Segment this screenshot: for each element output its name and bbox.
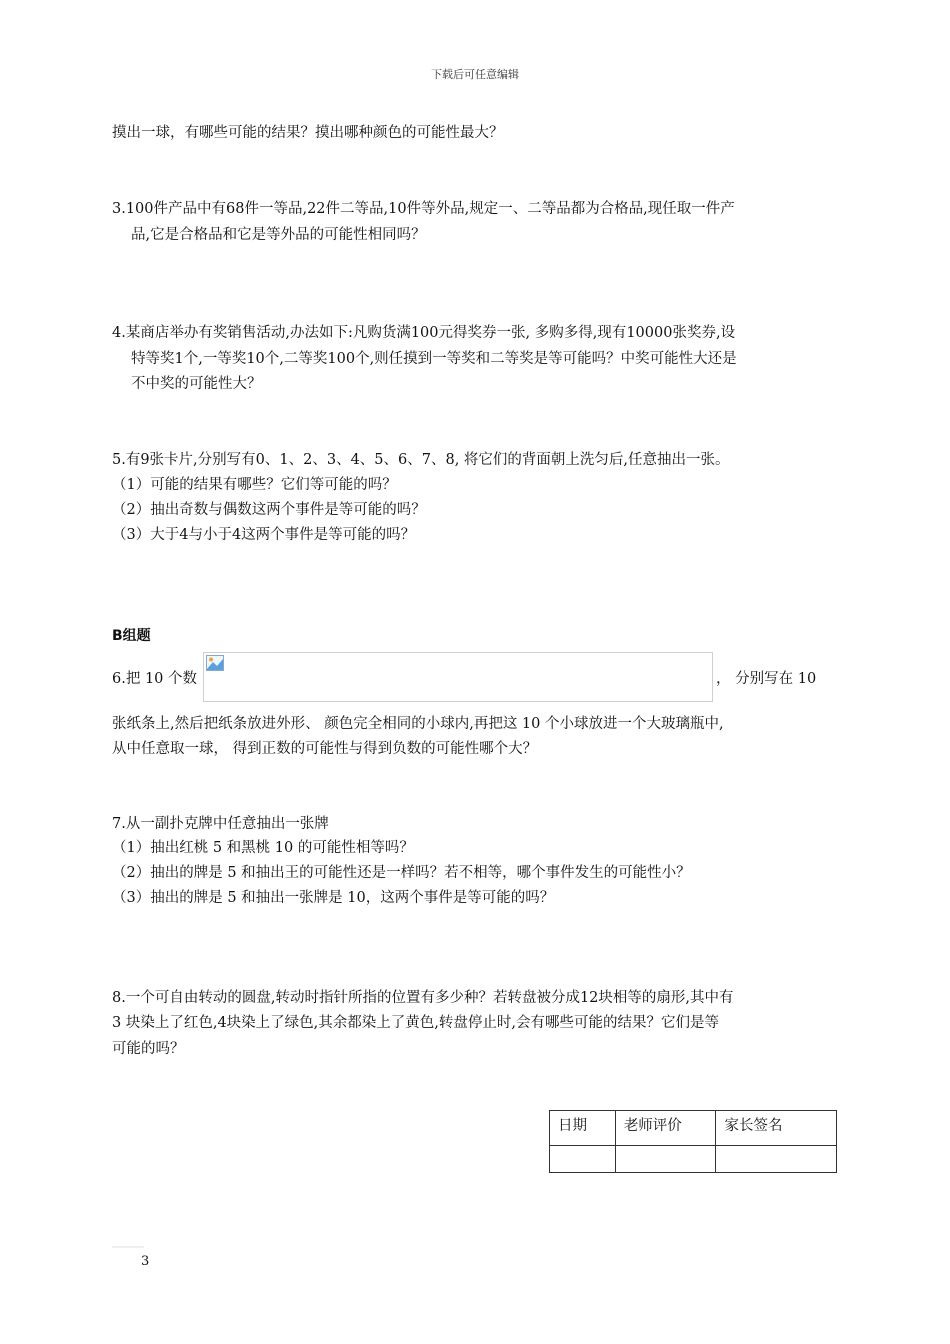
q7-sub2: （2）抽出的牌是 5 和抽出王的可能性还是一样吗？若不相等，哪个事件发生的可能性小？ xyxy=(112,865,691,881)
q6-line3: 从中任意取一球， 得到正数的可能性与得到负数的可能性哪个大？ xyxy=(112,741,538,757)
q7-sub3: （3）抽出的牌是 5 和抽出一张牌是 10，这两个事件是等可能的吗？ xyxy=(112,890,555,906)
q2-tail-text: 摸出一球，有哪些可能的结果？摸出哪种颜色的可能性最大？ xyxy=(112,125,504,141)
page-number: 3 xyxy=(141,1254,150,1269)
missing-image-placeholder xyxy=(203,652,713,702)
q4-line2: 特等奖1个,一等奖10个,二等奖100个,则任摸到一等奖和二等奖是等可能吗？中奖可能性大还是 xyxy=(131,351,737,367)
signature-table-header-row xyxy=(550,1111,837,1146)
broken-image-icon xyxy=(206,655,224,671)
q5-sub2: （2）抽出奇数与偶数这两个事件是等可能的吗？ xyxy=(112,502,426,518)
q5-line1: 5.有9张卡片,分别写有0、1、2、3、4、5、6、7、8, 将它们的背面朝上洗匀后,任意抽出一张。 xyxy=(112,452,730,468)
q8-line1: 8.一个可自由转动的圆盘,转动时指针所指的位置有多少种？若转盘被分成12块相等的扇形,其中有 xyxy=(112,990,734,1006)
q8-line2: 3 块染上了红色,4块染上了绿色,其余都染上了黄色,转盘停止时,会有哪些可能的结果？它们是等 xyxy=(112,1015,719,1031)
signature-table-blank-row xyxy=(550,1146,837,1173)
signature-table xyxy=(549,1110,837,1173)
header-date: 日期 xyxy=(550,1111,616,1146)
q5-sub3: （3）大于4与小于4这两个事件是等可能的吗？ xyxy=(112,527,416,543)
parent-signature-cell[interactable] xyxy=(716,1146,837,1173)
q4-line3: 不中奖的可能性大？ xyxy=(131,376,262,392)
q6-prefix: 6.把 10 个数 xyxy=(112,671,198,687)
q6-suffix: ， 分别写在 10 xyxy=(716,671,817,687)
date-cell[interactable] xyxy=(550,1146,616,1173)
header-teacher-review: 老师评价 xyxy=(615,1111,716,1146)
q7-sub1: （1）抽出红桃 5 和黑桃 10 的可能性相等吗？ xyxy=(112,840,414,856)
q4-line1: 4.某商店举办有奖销售活动,办法如下:凡购货满100元得奖券一张, 多购多得,现有10000张奖券,设 xyxy=(112,325,736,341)
q7-line1: 7.从一副扑克牌中任意抽出一张牌 xyxy=(112,816,329,832)
q6-line2: 张纸条上,然后把纸条放进外形、 颜色完全相同的小球内,再把这 10 个小球放进一个大玻璃瓶中, xyxy=(112,716,724,732)
q5-sub1: （1）可能的结果有哪些？它们等可能的吗？ xyxy=(112,477,397,493)
q3-line2: 品,它是合格品和它是等外品的可能性相同吗？ xyxy=(131,227,426,243)
header-parent-signature: 家长签名 xyxy=(716,1111,837,1146)
q3-line1: 3.100件产品中有68件一等品,22件二等品,10件等外品,规定一、二等品都为合格品,现任取一件产 xyxy=(112,201,735,217)
footer-mark xyxy=(112,1246,144,1248)
page-header: 下载后可任意编辑 xyxy=(431,68,519,81)
q8-line3: 可能的吗？ xyxy=(112,1041,185,1057)
teacher-review-cell[interactable] xyxy=(615,1146,716,1173)
section-b-title: B组题 xyxy=(112,628,151,644)
